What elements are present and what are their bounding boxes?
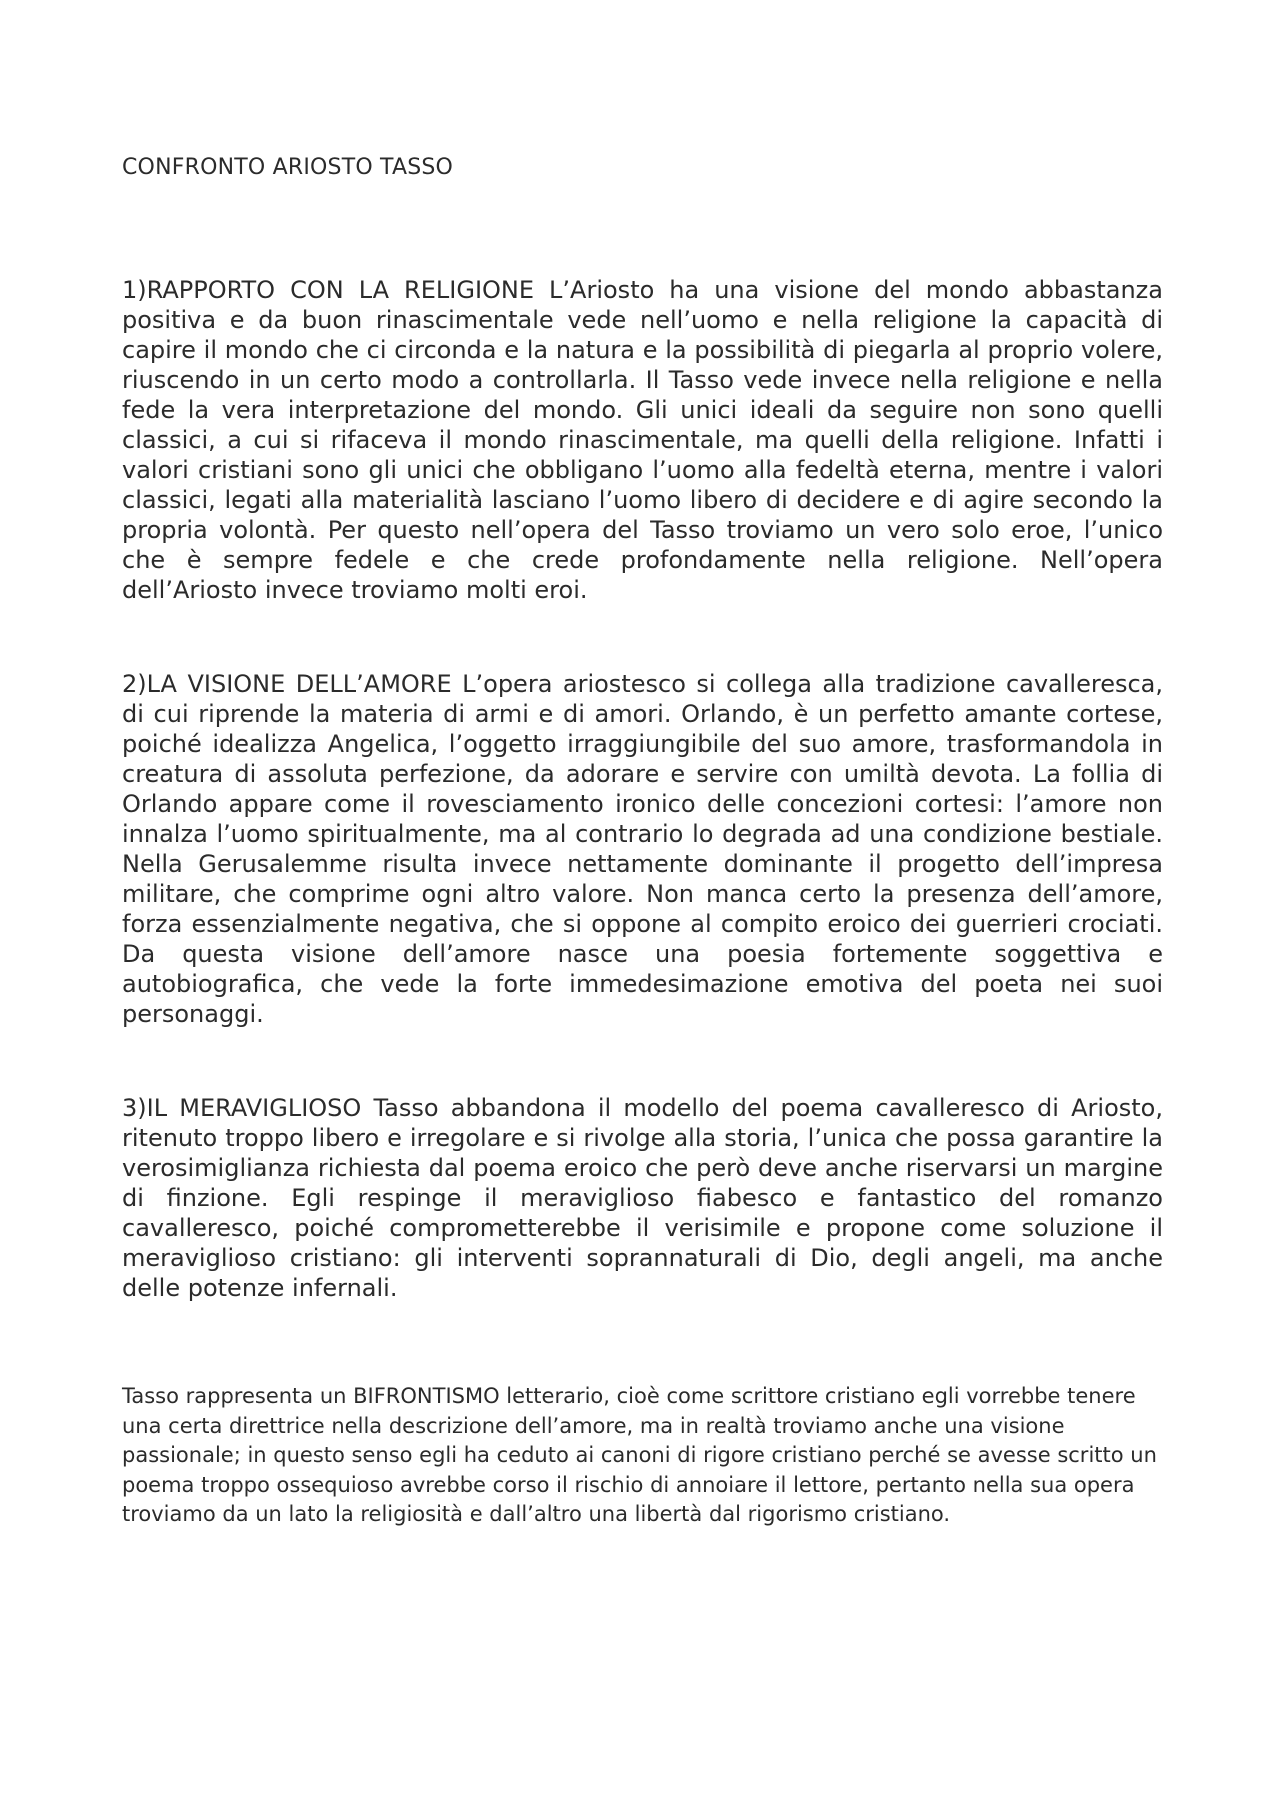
section-heading: 3)IL MERAVIGLIOSO — [122, 1094, 362, 1122]
section-body: L’Ariosto ha una visione del mondo abbastanza positiva e da buon rinascimentale vede nell’uomo e nella religione la capacità di capire il mondo che ci circonda e la natura e la possibilità di piegarla al proprio volere, riuscendo in un certo modo a controllarla. Il Tasso vede invece nella religione e nella fede la vera interpretazione del mondo. Gli unici ideali da seguire non sono quelli classici, a cui si rifaceva il mondo rinascimentale, ma quelli della religione. Infatti i valori cristiani sono gli unici che obbligano l’uomo alla fedeltà eterna, mentre i valori classici, legati alla materialità lasciano l’uomo libero di decidere e di agire secondo la propria volontà. Per questo nell’opera del Tasso troviamo un vero solo eroe, l’unico che è sempre fedele e che crede profondamente nella religione. Nell’opera dell’Ariosto invece troviamo molti eroi. — [122, 276, 1163, 604]
document-title: CONFRONTO ARIOSTO TASSO — [122, 155, 454, 180]
section-body: Tasso abbandona il modello del poema cavalleresco di Ariosto, ritenuto troppo libero e irregolare e si rivolge alla storia, l’unica che possa garantire la verosimiglianza richiesta dal poema eroico che però deve anche riservarsi un margine di finzione. Egli respinge il meraviglioso fiabesco e fantastico del romanzo cavalleresco, poiché comprometterebbe il verisimile e propone come soluzione il meraviglioso cristiano: gli interventi soprannaturali di Dio, degli angeli, ma anche delle potenze infernali. — [122, 1094, 1163, 1302]
section-body: L’opera ariostesco si collega alla tradizione cavalleresca, di cui riprende la materia di armi e di amori. Orlando, è un perfetto amante cortese, poiché idealizza Angelica, l’oggetto irraggiungibile del suo amore, trasformandola in creatura di assoluta perfezione, da adorare e servire con umiltà devota. La follia di Orlando appare come il rovesciamento ironico delle concezioni cortesi: l’amore non innalza l’uomo spiritualmente, ma al contrario lo degrada ad una condizione bestiale. Nella Gerusalemme risulta invece nettamente dominante il progetto dell’impresa militare, che comprime ogni altro valore. Non manca certo la presenza dell’amore, forza essenzialmente negativa, che si oppone al compito eroico dei guerrieri crociati. Da questa visione dell’amore nasce una poesia fortemente soggettiva e autobiografica, che vede la forte immedesimazione emotiva del poeta nei suoi personaggi. — [122, 670, 1164, 1028]
section-religione — [122, 275, 1163, 605]
section-amore — [122, 669, 1163, 1029]
section-heading: 2)LA VISIONE DELL’AMORE — [122, 670, 452, 698]
section-meraviglioso — [122, 1093, 1163, 1303]
section-heading: 1)RAPPORTO CON LA RELIGIONE — [122, 276, 535, 304]
conclusion-paragraph: Tasso rappresenta un BIFRONTISMO letterario, cioè come scrittore cristiano egli vorrebbe tenere una certa direttrice nella descrizione dell’amore, ma in realtà troviamo anche una visione passionale; in questo senso egli ha ceduto ai canoni di rigore cristiano perché se avesse scritto un poema troppo ossequioso avrebbe corso il rischio di annoiare il lettore, pertanto nella sua opera troviamo da un lato la religiosità e dall’altro una libertà dal rigorismo cristiano. — [122, 1384, 1157, 1526]
